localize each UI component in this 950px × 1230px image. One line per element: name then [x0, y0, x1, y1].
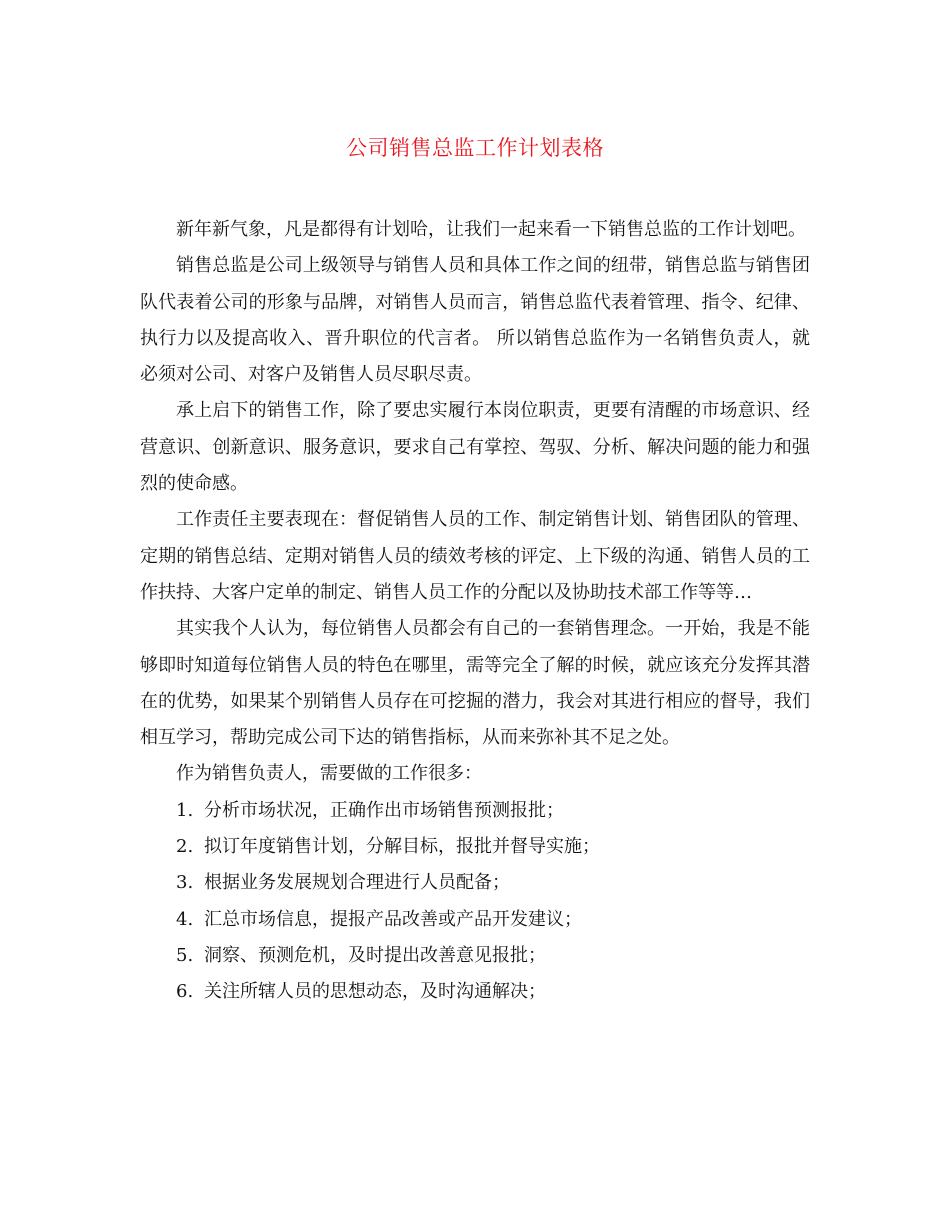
list-intro: 作为销售负责人，需要做的工作很多：	[176, 763, 482, 785]
list-item	[140, 974, 810, 1010]
paragraph-1: 新年新气象，凡是都得有计划哈，让我们一起来看一下销售总监的工作计划吧。	[176, 219, 806, 240]
list-item-text: 分析市场状况，正确作出市场销售预测报批；	[204, 799, 564, 821]
list-item-number: 2.	[176, 836, 194, 858]
list-item	[140, 938, 810, 974]
list-item	[140, 902, 810, 938]
duty-list	[140, 793, 810, 1011]
paragraph-5: 其实我个人认为，每位销售人员都会有自己的一套销售理念。一开始，我是不能够即时知道每位销售人员的特色在哪里，需等完全了解的时候，就应该充分发挥其潜在的优势，如果某个别销售人员存在可挖掘的潜力，我会对其进行相应的督导，我们相互学习，帮助完成公司下达的销售指标，从而来弥补其不足之处。	[140, 618, 810, 749]
list-item-number: 6.	[176, 981, 194, 1003]
document-body	[140, 212, 810, 1011]
list-item	[140, 865, 810, 901]
list-item	[140, 829, 810, 865]
list-item-text: 洞察、预测危机，及时提出改善意见报批；	[204, 944, 546, 966]
list-item	[140, 793, 810, 829]
list-item-text: 拟订年度销售计划，分解目标，报批并督导实施；	[204, 836, 600, 858]
paragraph-2: 销售总监是公司上级领导与销售人员和具体工作之间的纽带，销售总监与销售团队代表着公司的形象与品牌，对销售人员而言，销售总监代表着管理、指令、纪律、执行力以及提高收入、晋升职位的代言者。 所以销售总监作为一名销售负责人，就必须对公司、对客户及销售人员尽职尽责。	[140, 255, 810, 386]
document-title: 公司销售总监工作计划表格	[346, 136, 604, 160]
list-item-number: 5.	[176, 944, 194, 966]
list-item-text: 关注所辖人员的思想动态，及时沟通解决；	[204, 981, 546, 1003]
paragraph-3: 承上启下的销售工作，除了要忠实履行本岗位职责，更要有清醒的市场意识、经营意识、创新意识、服务意识，要求自己有掌控、驾驭、分析、解决问题的能力和强烈的使命感。	[140, 400, 810, 495]
list-item-number: 1.	[176, 799, 194, 821]
list-item-text: 汇总市场信息，提报产品改善或产品开发建议；	[204, 908, 582, 930]
list-item-number: 4.	[176, 908, 194, 930]
list-item-number: 3.	[176, 872, 194, 894]
paragraph-4: 工作责任主要表现在：督促销售人员的工作、制定销售计划、销售团队的管理、定期的销售总结、定期对销售人员的绩效考核的评定、上下级的沟通、销售人员的工作扶持、大客户定单的制定、销售人员工作的分配以及协助技术部工作等等…	[140, 509, 810, 603]
list-item-text: 根据业务发展规划合理进行人员配备；	[204, 872, 510, 894]
